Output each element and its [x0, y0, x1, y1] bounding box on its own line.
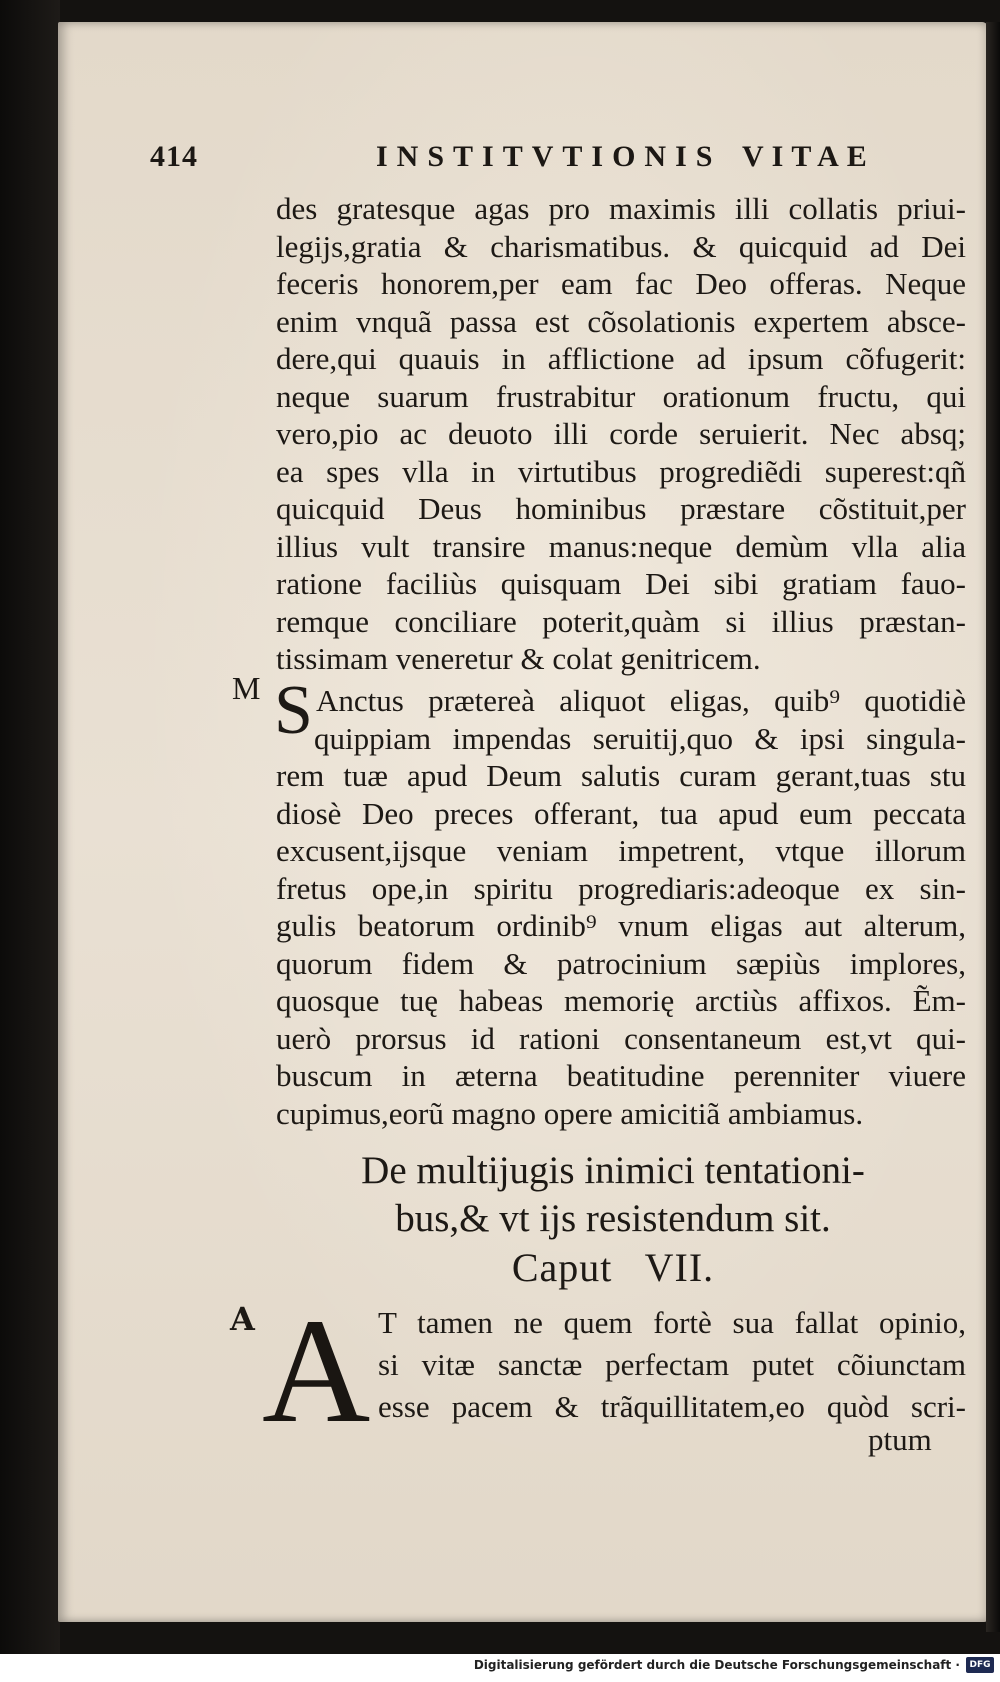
text-line: ratione faciliùs quisquam Dei sibi gratiam fauo- — [276, 566, 966, 601]
footer-credit: Digitalisierung gefördert durch die Deutsche Forschungsgemeinschaft · — [473, 1658, 960, 1672]
initial-letter-a: A — [262, 1288, 371, 1454]
text-line: remque conciliare poterit,quàm si illius præstan- — [276, 603, 966, 639]
text-line: T tamen ne quem fortè sua fallat opinio, — [378, 1305, 966, 1340]
text-line: esse pacem & trãquillitatem,eo quòd scri- — [378, 1389, 966, 1424]
margin-letter-m: M — [232, 670, 261, 706]
chapter-heading-line-2: bus,& vt ijs resistendum sit. — [395, 1197, 831, 1240]
text-line: quosque tuę habeas memorię arctiùs affixos. Ẽm- — [276, 983, 966, 1018]
text-line: vero,pio ac deuoto illi corde seruierit. Nec absq; — [276, 416, 966, 451]
text-line: buscum in æterna beatitudine perenniter viuere — [276, 1058, 966, 1093]
text-line: tissimam veneretur & colat genitricem. — [276, 641, 761, 676]
paragraph-3 — [378, 1302, 966, 1428]
text-line: fretus ope,in spiritu progrediaris:adeoque ex sin- — [276, 870, 966, 906]
text-line: quicquid Deus hominibus præstare cõstituit,per — [276, 491, 966, 526]
initial-letter-s: S — [274, 672, 313, 749]
text-line: ea spes vlla in virtutibus progrediẽdi superest:qñ — [276, 453, 966, 489]
catchword: ptum — [868, 1422, 932, 1457]
running-header-left: INSTITVTIONIS — [376, 140, 722, 173]
chapter-heading-line-1: De multijugis inimici tentationi- — [361, 1149, 865, 1192]
paragraph-2 — [276, 682, 966, 1132]
text-line: illius vult transire manus:neque demùm vlla alia — [276, 528, 966, 564]
text-line: legijs,gratia & charismatibus. & quicquid ad Dei — [276, 228, 966, 264]
text-line: uerò prorsus id rationi consentaneum est,vt qui- — [276, 1020, 966, 1056]
page-number: 414 — [150, 140, 198, 173]
text-line: diosè Deo preces offerant, tua apud eum peccata — [276, 795, 966, 831]
scan-background-left — [0, 0, 60, 1682]
running-header-right: VITAE — [742, 140, 875, 173]
text-line: quorum fidem & patrocinium sæpiùs implores, — [276, 945, 966, 981]
text-line: neque suarum frustrabitur orationum fructu, qui — [276, 378, 966, 414]
text-line: rem tuæ apud Deum salutis curam gerant,tuas stu — [276, 758, 966, 793]
text-line: feceris honorem,per eam fac Deo offeras. Neque — [276, 266, 966, 301]
text-line: enim vnquã passa est cõsolationis expertem absce- — [276, 303, 966, 339]
margin-letter-a: A — [230, 1300, 255, 1338]
chapter-number: Caput VII. — [511, 1245, 715, 1290]
dfg-logo: DFG — [966, 1657, 994, 1673]
text-line: dere,qui quauis in afflictione ad ipsum cõfugerit: — [276, 341, 966, 376]
page-edge-right — [986, 22, 1000, 1632]
paragraph-1 — [276, 190, 966, 678]
text-line: des gratesque agas pro maximis illi collatis priui- — [276, 191, 966, 226]
text-line: Anctus prætereà aliquot eligas, quib⁹ quotidiè — [316, 683, 966, 718]
text-line: quippiam impendas seruitij,quo & ipsi singula- — [314, 720, 966, 756]
text-line: si vitæ sanctæ perfectam putet cõiunctam — [378, 1347, 966, 1382]
text-line: excusent,ijsque veniam impetrent, vtque illorum — [276, 833, 966, 868]
text-line: gulis beatorum ordinib⁹ vnum eligas aut alterum, — [276, 908, 966, 943]
text-line: cupimus,eorũ magno opere amicitiã ambiamus. — [276, 1095, 864, 1131]
